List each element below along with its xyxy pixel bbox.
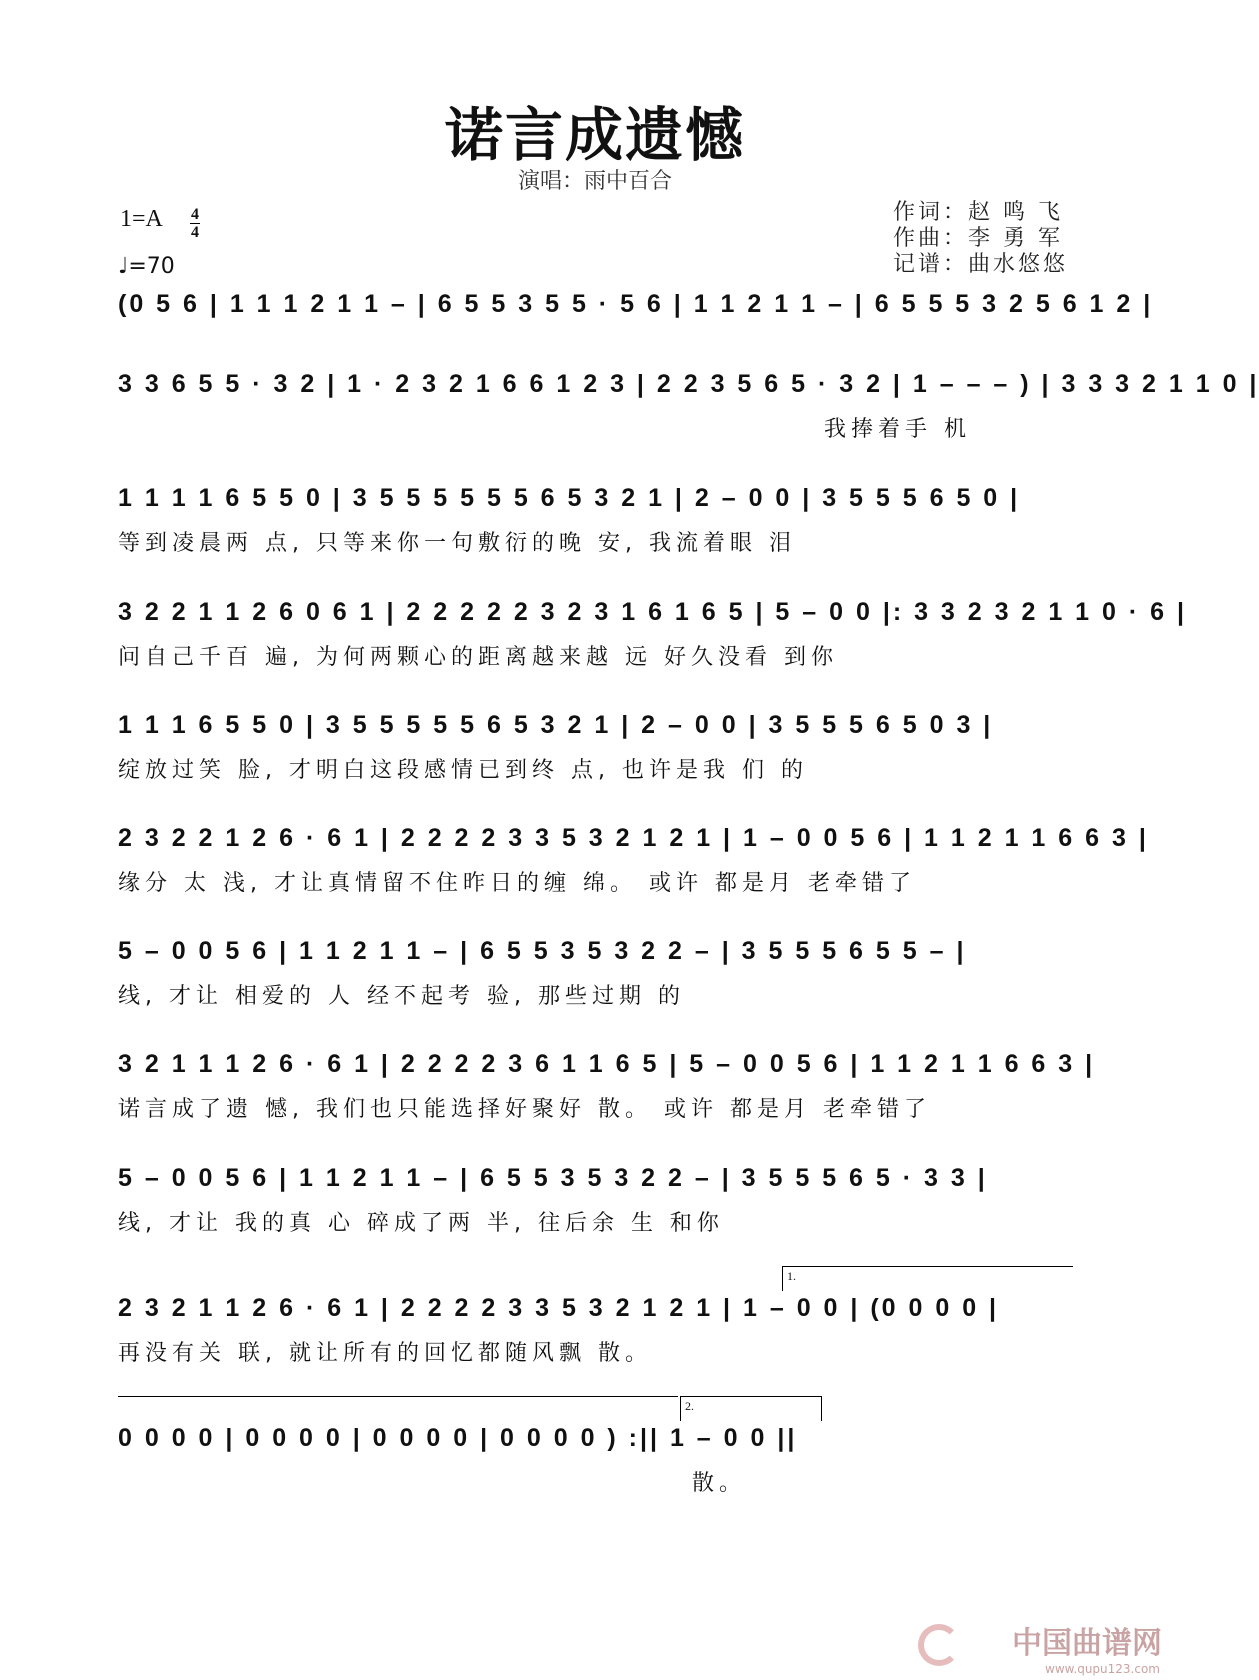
transcriber-credit: 记谱：曲水悠悠 bbox=[892, 252, 1068, 277]
notation-line: 2 3 2 2 1 2 6 · 6 1 | 2 2 2 2 3 3 5 3 2 1 2 1 | 1 – 0 0 5 6 | 1 1 2 1 1 6 6 3 | bbox=[118, 824, 1149, 852]
meter-top: 4 bbox=[191, 206, 199, 223]
lyric-line: 问自己千百 遍, 为何两颗心的距离越来越 远 好久没看 到你 bbox=[118, 645, 838, 670]
notation-line: 3 3 6 5 5 · 3 2 | 1 · 2 3 2 1 6 6 1 2 3 | 2 2 3 5 6 5 · 3 2 | 1 – – – ) | 3 3 3 2 1 1 0 | bbox=[118, 370, 1259, 398]
notation-line: 0 0 0 0 | 0 0 0 0 | 0 0 0 0 | 0 0 0 0 ) :|| 1 – 0 0 || bbox=[118, 1424, 798, 1452]
notation-line: 5 – 0 0 5 6 | 1 1 2 1 1 – | 6 5 5 3 5 3 2 2 – | 3 5 5 5 6 5 · 3 3 | bbox=[118, 1164, 988, 1192]
watermark-url: www.qupu123.com bbox=[1045, 1662, 1160, 1676]
lyric-line: 散。 bbox=[692, 1471, 747, 1496]
tempo-marking: ♩=70 bbox=[118, 254, 175, 279]
notation-line: 1 1 1 1 6 5 5 0 | 3 5 5 5 5 5 5 6 5 3 2 1 | 2 – 0 0 | 3 5 5 5 6 5 0 | bbox=[118, 484, 1021, 512]
composer-credit: 作曲：李 勇 军 bbox=[892, 226, 1063, 251]
notation-line: 1 1 1 6 5 5 0 | 3 5 5 5 5 5 6 5 3 2 1 | 2 – 0 0 | 3 5 5 5 6 5 0 3 | bbox=[118, 711, 994, 739]
lyric-line: 我捧着手 机 bbox=[824, 417, 971, 442]
lyric-line: 诺言成了遗 憾, 我们也只能选择好聚好 散。 或许 都是月 老牵错了 bbox=[118, 1097, 931, 1122]
lyric-line: 线, 才让 相爱的 人 经不起考 验, 那些过期 的 bbox=[118, 984, 685, 1009]
singer-credit: 演唱：雨中百合 bbox=[517, 169, 672, 194]
lyric-line: 线, 才让 我的真 心 碎成了两 半, 往后余 生 和你 bbox=[118, 1211, 724, 1236]
time-signature bbox=[190, 206, 200, 241]
notation-line: 2 3 2 1 1 2 6 · 6 1 | 2 2 2 2 3 3 5 3 2 1 2 1 | 1 – 0 0 | (0 0 0 0 | bbox=[118, 1294, 1000, 1322]
lyricist-credit: 作词：赵 鸣 飞 bbox=[892, 200, 1063, 225]
credits-block bbox=[893, 200, 1068, 278]
lyric-line: 缘分 太 浅, 才让真情留不住昨日的缠 绵。 或许 都是月 老牵错了 bbox=[118, 871, 916, 896]
song-title: 诺言成遗憾 bbox=[444, 101, 745, 169]
notation-line: (0 5 6 | 1 1 1 2 1 1 – | 6 5 5 3 5 5 · 5 6 | 1 1 2 1 1 – | 6 5 5 5 3 2 5 6 1 2 | bbox=[118, 290, 1154, 318]
meter-bottom: 4 bbox=[191, 224, 199, 241]
second-ending-label: 2. bbox=[685, 1399, 694, 1413]
notation-line: 5 – 0 0 5 6 | 1 1 2 1 1 – | 6 5 5 3 5 3 2 2 – | 3 5 5 5 6 5 5 – | bbox=[118, 937, 967, 965]
notation-line: 3 2 2 1 1 2 6 0 6 1 | 2 2 2 2 2 3 2 3 1 6 1 6 5 | 5 – 0 0 |: 3 3 2 3 2 1 1 0 · 6 | bbox=[118, 598, 1187, 626]
lyric-line: 等到凌晨两 点, 只等来你一句敷衍的晚 安, 我流着眼 泪 bbox=[118, 531, 796, 556]
lyric-line: 再没有关 联, 就让所有的回忆都随风飘 散。 bbox=[118, 1341, 652, 1366]
key-signature: 1=A bbox=[120, 206, 163, 232]
notation-line: 3 2 1 1 1 2 6 · 6 1 | 2 2 2 2 3 6 1 1 6 5 | 5 – 0 0 5 6 | 1 1 2 1 1 6 6 3 | bbox=[118, 1050, 1096, 1078]
watermark-name: 中国曲谱网 bbox=[1012, 1626, 1162, 1661]
lyric-line: 绽放过笑 脸, 才明白这段感情已到终 点, 也许是我 们 的 bbox=[118, 758, 808, 783]
first-ending-label: 1. bbox=[787, 1269, 796, 1283]
watermark-logo-icon bbox=[918, 1624, 960, 1666]
